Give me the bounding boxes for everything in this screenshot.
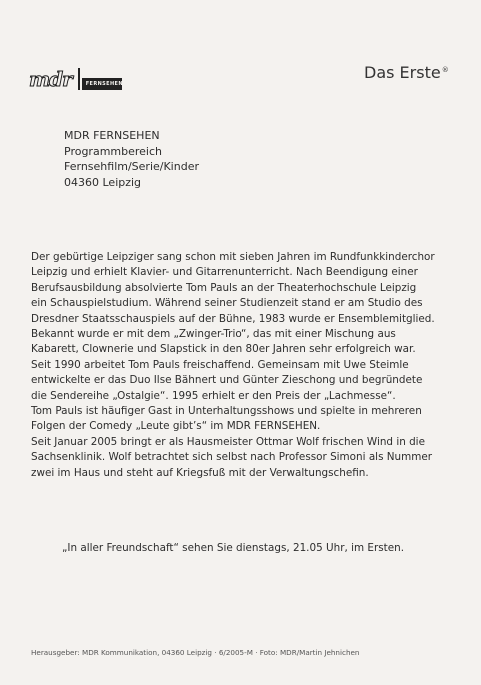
- mdr-fernsehen-logo: [29, 68, 122, 90]
- address-line: 04360 Leipzig: [64, 175, 142, 189]
- body-line: Dresdner Staatsschauspiels auf der Bühne, 1983 wurde er Ensemblemitglied.: [31, 312, 435, 325]
- body-line: Seit 1990 arbeitet Tom Pauls freischaffend. Gemeinsam mit Uwe Steimle: [31, 358, 409, 371]
- body-line: ein Schauspielstudium. Während seiner Studienzeit stand er am Studio des: [31, 297, 423, 310]
- body-line: Kabarett, Clownerie und Slapstick in den 80er Jahren sehr erfolgreich war.: [31, 343, 416, 356]
- biography-text: [31, 250, 451, 481]
- body-line: Folgen der Comedy „Leute gibt’s“ im MDR FERNSEHEN.: [31, 420, 321, 433]
- body-line: Leipzig und erhielt Klavier- und Gitarrenunterricht. Nach Beendigung einer: [31, 266, 418, 279]
- body-line: entwickelte er das Duo Ilse Bähnert und Günter Zieschong und begründete: [31, 374, 423, 387]
- registered-mark: ®: [441, 65, 449, 74]
- das-erste-name: Das Erste: [364, 63, 441, 82]
- body-line: Seit Januar 2005 bringt er als Hausmeister Ottmar Wolf frischen Wind in die: [31, 435, 425, 448]
- mdr-logo-bar: [76, 68, 122, 90]
- publisher-footer: Herausgeber: MDR Kommunikation, 04360 Leipzig · 6/2005-M · Foto: MDR/Martin Jehnichen: [31, 648, 360, 657]
- address-line: MDR FERNSEHEN: [64, 129, 160, 142]
- body-line: Bekannt wurde er mit dem „Zwinger-Trio“, das mit einer Mischung aus: [31, 328, 396, 341]
- das-erste-logo: [364, 63, 449, 82]
- mdr-logo-rule: [78, 68, 80, 90]
- mdr-logo-subtitle: FERNSEHEN: [82, 78, 122, 90]
- body-line: die Sendereihe „Ostalgie“. 1995 erhielt er den Preis der „Lachmesse“.: [31, 389, 396, 402]
- body-line: zwei im Haus und steht auf Kriegsfuß mit der Verwaltungschefin.: [31, 466, 369, 479]
- body-line: Der gebürtige Leipziger sang schon mit sieben Jahren im Rundfunkkinderchor: [31, 251, 435, 263]
- broadcast-tagline: „In aller Freundschaft“ sehen Sie dienstags, 21.05 Uhr, im Ersten.: [62, 542, 404, 554]
- address-line: Fernsehfilm/Serie/Kinder: [64, 160, 199, 173]
- sender-address: [64, 128, 199, 190]
- body-line: Sachsenklinik. Wolf betrachtet sich selbst nach Professor Simoni als Nummer: [31, 451, 433, 464]
- mdr-logo-mark: mdr: [29, 67, 72, 91]
- body-line: Berufsausbildung absolvierte Tom Pauls an der Theaterhochschule Leipzig: [31, 281, 417, 294]
- body-line: Tom Pauls ist häufiger Gast in Unterhaltungsshows und spielte in mehreren: [31, 405, 422, 418]
- address-line: Programmbereich: [64, 144, 163, 158]
